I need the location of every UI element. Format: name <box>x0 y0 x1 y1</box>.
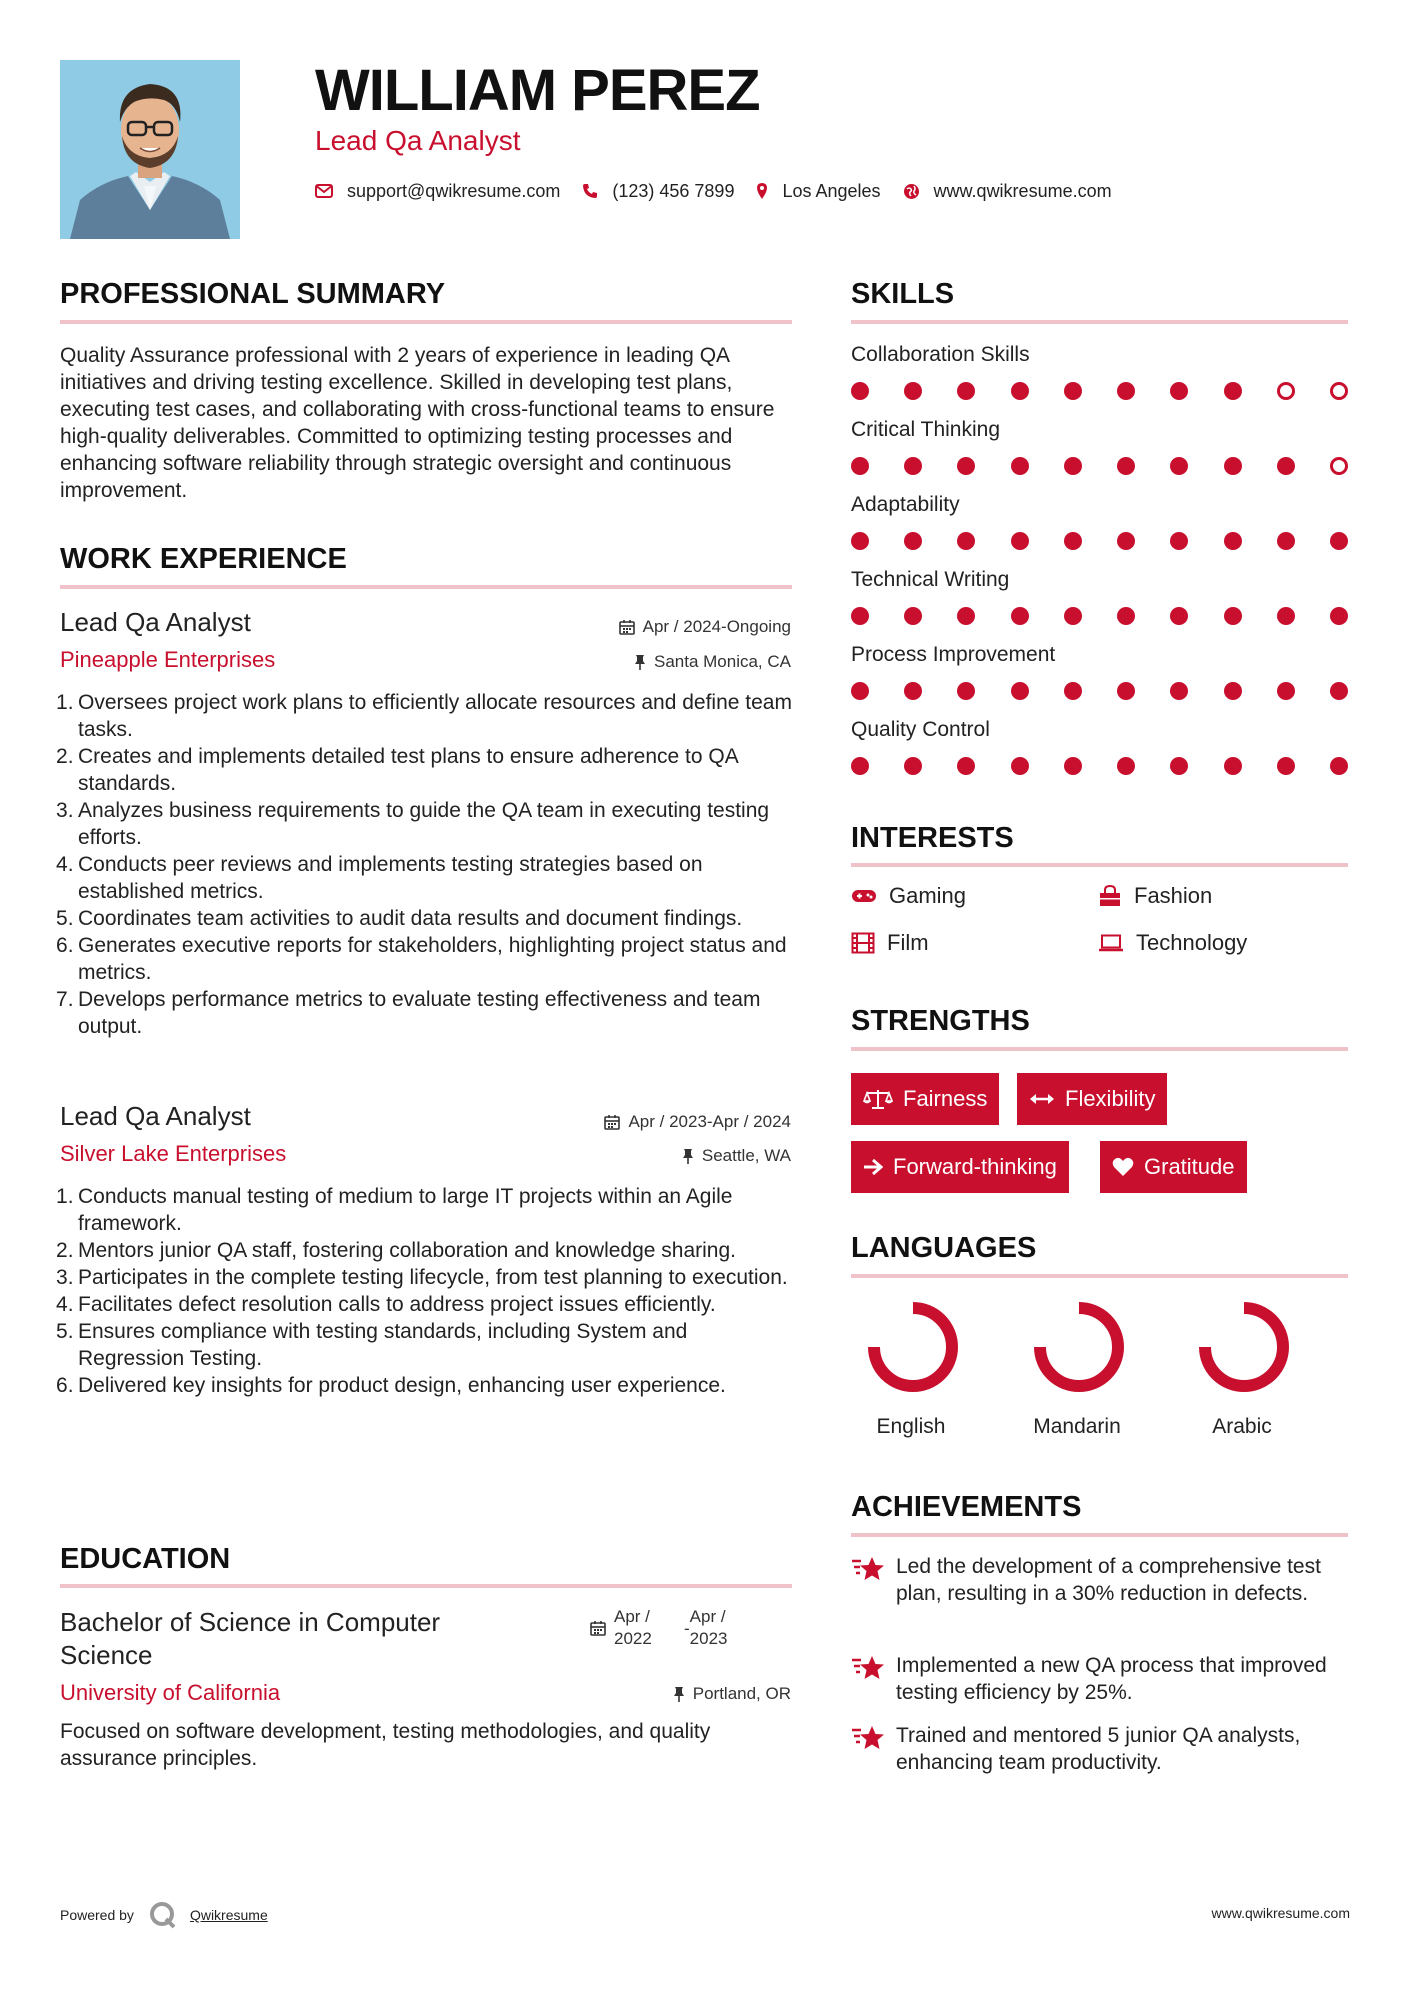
skill-dot <box>1011 682 1029 700</box>
job-2-bullets <box>78 1183 794 1399</box>
balance-scale-icon <box>863 1088 893 1110</box>
star-badge-icon <box>851 1555 885 1583</box>
job-2-dates-text: Apr / 2023-Apr / 2024 <box>628 1112 791 1131</box>
gamepad-icon <box>851 888 877 904</box>
list-item: Delivered key insights for product design, enhancing user experience. <box>78 1374 726 1397</box>
skills-rule <box>851 320 1348 324</box>
achievements-heading: ACHIEVEMENTS <box>851 1491 1082 1523</box>
list-item: Analyzes business requirements to guide the QA team in executing testing efforts. <box>78 799 770 849</box>
skill-dot <box>1117 682 1135 700</box>
skill-5-rating <box>851 681 1348 701</box>
strength-flexibility-label: Flexibility <box>1065 1086 1156 1111</box>
skills-heading: SKILLS <box>851 278 955 310</box>
list-item: Conducts manual testing of medium to large IT projects within an Agile framework. <box>78 1185 733 1235</box>
skill-6-label: Quality Control <box>851 718 990 741</box>
powered-by-label: Powered by <box>60 1907 134 1923</box>
interests-rule <box>851 863 1348 867</box>
star-badge-icon <box>851 1724 885 1752</box>
skill-dot <box>851 607 869 625</box>
calendar-icon <box>590 1620 606 1636</box>
skill-dot <box>1170 682 1188 700</box>
summary-heading: PROFESSIONAL SUMMARY <box>60 278 446 310</box>
skill-dot <box>1064 607 1082 625</box>
language-mandarin-gauge <box>1024 1301 1134 1393</box>
skill-dot <box>1224 382 1242 400</box>
language-english-label: English <box>876 1415 946 1438</box>
list-item: Conducts peer reviews and implements testing strategies based on established metrics. <box>78 853 703 903</box>
skill-dot <box>1277 607 1295 625</box>
job-2-dates <box>604 1111 791 1133</box>
interests-heading: INTERESTS <box>851 822 1014 854</box>
strength-fairness <box>851 1073 999 1125</box>
language-arabic-gauge <box>1189 1301 1299 1393</box>
skill-dot <box>1277 382 1295 400</box>
skill-dot <box>1170 382 1188 400</box>
list-item: Creates and implements detailed test plans to ensure adherence to QA standards. <box>78 745 738 795</box>
education-rule <box>60 1584 792 1588</box>
skill-dot <box>1330 682 1348 700</box>
interest-fashion <box>1098 882 1212 910</box>
strength-forward-thinking <box>851 1141 1069 1193</box>
experience-rule <box>60 585 792 589</box>
list-item: Mentors junior QA staff, fostering collaboration and knowledge sharing. <box>78 1239 736 1262</box>
skill-dot <box>1224 757 1242 775</box>
skill-dot <box>1170 532 1188 550</box>
shopping-bag-icon <box>1098 885 1122 907</box>
job-1-dates <box>619 616 791 638</box>
education-start <box>614 1606 684 1650</box>
skill-2-label: Critical Thinking <box>851 418 1000 441</box>
skill-dot <box>1011 532 1029 550</box>
skill-dot <box>1330 532 1348 550</box>
education-location <box>673 1683 791 1705</box>
skill-dot <box>851 382 869 400</box>
skill-4-rating <box>851 606 1348 626</box>
strength-forward-thinking-label: Forward-thinking <box>893 1154 1057 1179</box>
skill-dot <box>957 457 975 475</box>
skill-dot <box>904 757 922 775</box>
education-description: Focused on software development, testing methodologies, and quality assurance principles. <box>60 1720 711 1770</box>
skill-dot <box>957 682 975 700</box>
skill-dot <box>851 682 869 700</box>
strength-fairness-label: Fairness <box>903 1086 988 1111</box>
skill-1-rating <box>851 381 1348 401</box>
skill-dot <box>1170 457 1188 475</box>
skill-dot <box>957 382 975 400</box>
skill-1-label: Collaboration Skills <box>851 343 1030 366</box>
achievements-rule <box>851 1533 1348 1537</box>
skill-dot <box>851 757 869 775</box>
language-english-gauge <box>858 1301 968 1393</box>
skill-dot <box>1224 457 1242 475</box>
skill-dot <box>1011 382 1029 400</box>
contact-phone[interactable] <box>582 181 734 202</box>
skill-3-rating <box>851 531 1348 551</box>
education-start-month: Apr / <box>614 1607 650 1626</box>
education-end-year: 2023 <box>689 1629 728 1648</box>
languages-heading: LANGUAGES <box>851 1232 1037 1264</box>
language-level-arc <box>1040 1308 1118 1386</box>
skill-dot <box>1011 757 1029 775</box>
skill-dot <box>904 607 922 625</box>
experience-heading: WORK EXPERIENCE <box>60 543 347 575</box>
skill-dot <box>1117 532 1135 550</box>
arrows-horizontal-icon <box>1029 1092 1055 1106</box>
skill-dot <box>1224 532 1242 550</box>
skill-dot <box>1330 607 1348 625</box>
skill-dot <box>1224 607 1242 625</box>
candidate-name: WILLIAM PEREZ <box>315 58 760 123</box>
job-1-title: Lead Qa Analyst <box>60 607 251 637</box>
skill-dot <box>1330 382 1348 400</box>
envelope-icon <box>315 184 333 198</box>
contact-website-text: www.qwikresume.com <box>933 180 1112 201</box>
list-item: Ensures compliance with testing standards, including System and Regression Testing. <box>78 1320 688 1370</box>
qwikresume-link[interactable]: Qwikresume <box>189 1907 268 1923</box>
education-end <box>684 1606 728 1650</box>
footer-powered-by <box>60 1900 268 1930</box>
phone-icon <box>582 183 598 199</box>
contact-email-text: support@qwikresume.com <box>347 180 561 201</box>
skill-dot <box>1117 382 1135 400</box>
skill-dot <box>1170 607 1188 625</box>
job-2-location-text: Seattle, WA <box>701 1146 791 1165</box>
summary-text: Quality Assurance professional with 2 years of experience in leading QA initiatives and driving testing excellence. Skilled in developing test plans, executing test cases, and collaborating with cross-functional teams to ensure high-quality deliverables. Committed to optimizing testing processes and enhancing software reliability through strategic oversight and continuous improvement. <box>60 344 775 502</box>
footer-url[interactable]: www.qwikresume.com <box>1211 1905 1350 1921</box>
skill-dot <box>1330 757 1348 775</box>
list-item: Develops performance metrics to evaluate testing effectiveness and team output. <box>78 988 761 1038</box>
language-level-arc <box>874 1308 952 1386</box>
calendar-icon <box>604 1114 620 1130</box>
list-item: Generates executive reports for stakeholders, highlighting project status and metrics. <box>78 934 787 984</box>
education-end-month: Apr / <box>689 1607 726 1626</box>
strength-gratitude-label: Gratitude <box>1144 1154 1235 1179</box>
pushpin-icon <box>673 1686 685 1702</box>
contact-bar <box>315 178 1134 204</box>
education-date-dash: - <box>684 1619 690 1638</box>
job-1-bullets <box>78 689 794 1040</box>
job-1-company: Pineapple Enterprises <box>60 647 276 672</box>
skill-dot <box>1117 457 1135 475</box>
skill-dot <box>1064 757 1082 775</box>
job-2-location <box>682 1145 791 1167</box>
interest-film <box>851 929 929 957</box>
calendar-icon <box>619 619 635 635</box>
arrow-right-icon <box>863 1158 883 1176</box>
interest-technology-label: Technology <box>1136 930 1248 955</box>
education-location-text: Portland, OR <box>692 1684 791 1703</box>
list-item: Participates in the complete testing lifecycle, from test planning to execution. <box>78 1266 788 1289</box>
skill-2-rating <box>851 456 1348 476</box>
interest-fashion-label: Fashion <box>1134 883 1213 908</box>
interest-technology <box>1098 929 1247 957</box>
contact-website[interactable] <box>903 181 1112 202</box>
candidate-title: Lead Qa Analyst <box>315 125 521 156</box>
globe-icon <box>903 183 920 200</box>
summary-rule <box>60 320 792 324</box>
film-icon <box>851 932 875 954</box>
qwikresume-logo-icon <box>148 1900 178 1930</box>
achievement-2-text: Implemented a new QA process that improved testing efficiency by 25%. <box>896 1654 1327 1704</box>
job-2-title: Lead Qa Analyst <box>60 1101 251 1131</box>
achievement-1-text: Led the development of a comprehensive test plan, resulting in a 30% reduction in defects. <box>896 1555 1321 1605</box>
skill-6-rating <box>851 756 1348 776</box>
skill-dot <box>957 757 975 775</box>
skill-dot <box>1170 757 1188 775</box>
contact-email[interactable] <box>315 181 560 202</box>
contact-location-text: Los Angeles <box>782 180 881 201</box>
skill-5-label: Process Improvement <box>851 643 1056 666</box>
laptop-icon <box>1098 934 1124 952</box>
profile-photo <box>60 60 240 239</box>
skill-dot <box>1277 757 1295 775</box>
pushpin-icon <box>682 1148 694 1164</box>
map-pin-icon <box>756 182 768 200</box>
language-arabic-label: Arabic <box>1212 1415 1272 1438</box>
skill-dot <box>1224 682 1242 700</box>
skill-dot <box>1277 457 1295 475</box>
education-start-year: 2022 <box>614 1629 652 1648</box>
strength-gratitude <box>1100 1141 1247 1193</box>
skill-dot <box>1330 457 1348 475</box>
skill-dot <box>957 607 975 625</box>
skill-dot <box>1064 682 1082 700</box>
skill-dot <box>1117 607 1135 625</box>
interest-gaming <box>851 882 966 910</box>
skill-3-label: Adaptability <box>851 493 960 516</box>
job-1-location-text: Santa Monica, CA <box>653 652 791 671</box>
contact-phone-text: (123) 456 7899 <box>612 180 735 201</box>
skill-dot <box>851 457 869 475</box>
list-item: Oversees project work plans to efficiently allocate resources and define team tasks. <box>78 691 792 741</box>
language-mandarin-label: Mandarin <box>1033 1415 1121 1438</box>
skill-dot <box>904 532 922 550</box>
skill-dot <box>1277 532 1295 550</box>
job-1-dates-text: Apr / 2024-Ongoing <box>642 617 791 636</box>
contact-location <box>756 181 880 202</box>
skill-dot <box>1117 757 1135 775</box>
skill-dot <box>1064 457 1082 475</box>
strengths-rule <box>851 1047 1348 1051</box>
education-heading: EDUCATION <box>60 1543 231 1575</box>
skill-dot <box>904 457 922 475</box>
languages-rule <box>851 1274 1348 1278</box>
achievement-3-text: Trained and mentored 5 junior QA analysts, enhancing team productivity. <box>896 1724 1301 1774</box>
skill-dot <box>904 682 922 700</box>
strengths-heading: STRENGTHS <box>851 1005 1030 1037</box>
skill-dot <box>904 382 922 400</box>
skill-dot <box>1277 682 1295 700</box>
skill-dot <box>1064 532 1082 550</box>
language-level-arc <box>1205 1308 1283 1386</box>
achievement-2 <box>851 1652 1351 1710</box>
achievement-3 <box>851 1722 1351 1780</box>
strength-flexibility <box>1017 1073 1167 1125</box>
heart-icon <box>1112 1157 1134 1177</box>
job-2-company: Silver Lake Enterprises <box>60 1141 287 1166</box>
skill-dot <box>1011 457 1029 475</box>
skill-dot <box>851 532 869 550</box>
education-dates <box>590 1606 728 1650</box>
degree-title: Bachelor of Science in Computer Science <box>60 1607 441 1670</box>
job-1-location <box>634 651 791 673</box>
pushpin-icon <box>634 654 646 670</box>
school-name: University of California <box>60 1680 281 1705</box>
interest-film-label: Film <box>887 930 929 955</box>
interest-gaming-label: Gaming <box>889 883 967 908</box>
star-badge-icon <box>851 1654 885 1682</box>
skill-dot <box>1064 382 1082 400</box>
list-item: Coordinates team activities to audit data results and document findings. <box>78 907 743 930</box>
list-item: Facilitates defect resolution calls to address project issues efficiently. <box>78 1293 716 1316</box>
skill-dot <box>957 532 975 550</box>
achievement-1 <box>851 1553 1351 1638</box>
skill-dot <box>1011 607 1029 625</box>
skill-4-label: Technical Writing <box>851 568 1010 591</box>
